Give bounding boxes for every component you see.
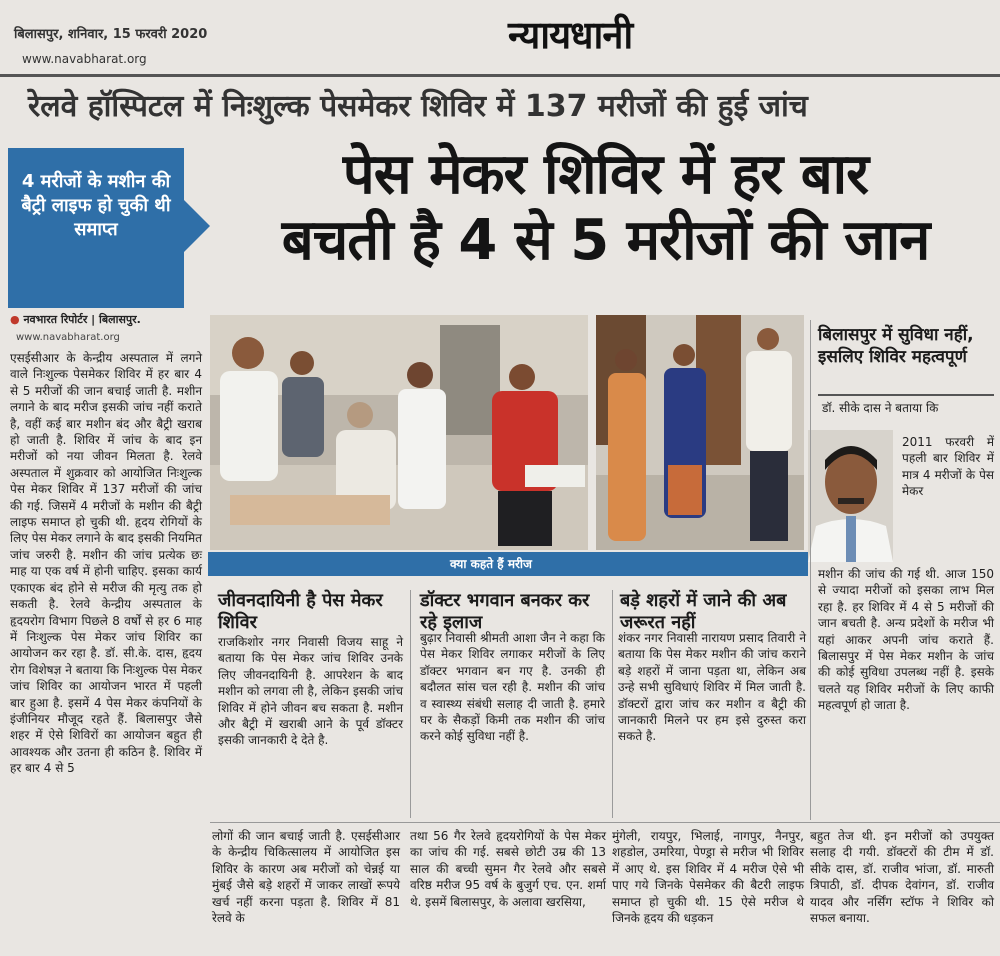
sidebar-lead: डॉ. सीके दास ने बताया कि bbox=[822, 401, 939, 415]
patient-quote-text-2: बुढ़ार निवासी श्रीमती आशा जैन ने कहा कि पेस मेकर शिविर लगाकर मरीजों के लिए डॉक्टर भगवान बन गए है. उनकी ही बदौलत सांस चल रही है. मशीन की जांच व स्वास्थ्य संबंधी सलाह दी जाती है. हमारे घर के सैकड़ों किमी तक मशीन की जांच करने कोई सुविधा नहीं है. bbox=[420, 631, 605, 744]
section-name: न्यायधानी bbox=[508, 13, 633, 57]
photo-doctors-illustration bbox=[210, 315, 588, 550]
kicker-headline: रेलवे हॉस्पिटल में निःशुल्क पेसमेकर शिविर में 137 मरीजों की हुई जांच bbox=[28, 89, 808, 124]
doctor-portrait-illustration bbox=[808, 430, 893, 562]
patient-quote-text-3: शंकर नगर निवासी नारायण प्रसाद तिवारी ने बताया कि पेस मेकर मशीन की जांच कराने बड़े शहरों में जाना पड़ता था, लेकिन अब उन्हे सभी सुविधाएं शिविर में मिल जाती है. डॉक्टरों द्वारा जांच कर मशीन व बैट्री की जानकारी मिलने पर हम इसे दुरुस्त करा सकते है. bbox=[618, 631, 806, 744]
article-continuation-4: बहुत तेज थी. इन मरीजों को उपयुक्त सलाह दी गयी. डॉक्टरों की टीम में डॉ. सीके दास, डॉ. राजीव भांजा, डॉ. मारुती त्रिपाठी, डॉ. दीपक देवांगन, डॉ. राजीव यादव और नर्सिंग स्टॉफ ने शिविर को सफल बनाया. bbox=[810, 829, 994, 926]
column-divider bbox=[612, 590, 613, 818]
callout-arrow bbox=[184, 200, 210, 252]
article-continuation-1: लोगों की जान बचाई जाती है. एसईसीआर के केन्द्रीय चिकित्सालय में आयोजित इस शिविर के कारण अब मरीजों को चेन्नई या मुंबई जैसे बड़े शहरों में जाकर लाखों रूपये खर्च नहीं करना पड़ता है. शिविर में 81 रेलवे के bbox=[212, 829, 400, 926]
column-divider bbox=[810, 320, 811, 820]
bullet-icon: ● bbox=[10, 313, 24, 326]
sidebar-heading: बिलासपुर में सुविधा नहीं, इसलिए शिविर महत्वपूर्ण bbox=[818, 325, 974, 367]
article-continuation-3: मुंगेली, रायपुर, भिलाई, नागपुर, नैनपुर, शहडोल, उमरिया, पेण्ड्रा से मरीज भी शिविर में आए थे. इस शिविर में 4 मरीज ऐसे भी पाए गये जिनके पेसमेकर की बैटरी लाइफ समाप्त हो चुकी थी. 15 ऐसे मरीज थे जिनके हृदय की धड़कन bbox=[612, 829, 804, 926]
reporter-text: नवभारत रिपोर्टर | बिलासपुर. bbox=[23, 313, 141, 326]
sidebar-rule bbox=[818, 394, 994, 396]
patient-quote-text-1: राजकिशोर नगर निवासी विजय साहू ने बताया कि पेस मेकर जांच शिविर उनके लिए जीवनदायिनी है. आपरेशन के बाद मशीन को लगवा ली है, लेकिन इसकी जांच शिविर में होने जीवन बच सकता है. मशीन और बैट्री में खराबी आने के पूर्व डॉक्टर इसकी जानकारी दे देते है. bbox=[218, 635, 403, 748]
patient-quote-heading-2: डॉक्टर भगवान बनकर कर रहे इलाज bbox=[420, 590, 590, 633]
column-divider bbox=[410, 590, 411, 818]
article-continuation-2: तथा 56 गैर रेलवे हृदयरोगियों के पेस मेकर का जांच की गई. सबसे छोटी उम्र की 13 साल की बच्ची सुमन गैर रेलवे और सबसे वरिष्ठ मरीज 95 वर्ष के बुजुर्ग एच. एन. शर्मा थे. इसमें बिलासपुर, के अलावा खरसिया, bbox=[410, 829, 606, 909]
reporter-website: www.navabharat.org bbox=[16, 332, 120, 343]
article-body-left: एसईसीआर के केन्द्रीय अस्पताल में लगने वाले निःशुल्क पेसमेकर शिविर में हर बार 4 से 5 मरीजों की जान बचाई जाती है. मशीन लगाने के बाद मरीज इसकी जांच नहीं कराते है, वहीं कई बार मशीन बंद और बैट्री खराब हो जाती है. शिविर में जांच के बाद इन मरीजों को नया जीवन मिलता है. रेलवे अस्पताल में शुक्रवार को आयोजित निःशुल्क पेस मेकर शिविर में 137 मरीजों की जांच की गई. जिसमें 4 मरीजों के मशीन की बैट्री लाइफ समाप्त हो चुकी थी. हृदय रोगियों के लिए पेस मेकर लगाने के बाद इसकी नियमित जांच जरुरी है. मशीन की जांच प्रत्येक छः माह या एक वर्ष में होनी चाहिए. इसका कार्य एकाएक बंद होने से मरीज की मृत्यु तक हो सकती है. रेलवे केन्द्रीय अस्पताल के हृदयरोग विभाग पिछले 8 वर्षों से हर 6 माह में निःशुल्क पेस मेकर जांच शिविर का आयोजन कर रहा है. डॉ. सी.के. दास, हृदय रोग विशेषज्ञ ने बताया कि निःशुल्क पेस मेकर जांच शिविर का आयोजन भारत में पहली बार हुआ है. इसमें 4 पेस मेकर कंपनियों के इंजीनियर मौजूद रहते हैं. बिलासपुर जैसे शहर में ऐसे शिविरों का आयोजन बहुत ही आवश्यक और उतना ही कठिन है. शिविर में हर बार 4 से 5 bbox=[10, 351, 202, 776]
photo-patients-illustration bbox=[596, 315, 804, 550]
bottom-rule bbox=[210, 822, 1000, 823]
sidebar-body: मशीन की जांच की गई थी. आज 150 से ज्यादा मरीजों को इसका लाभ मिल रहा है. हर शिविर में 4 से 5 मरीजों की जान बचती है. अन्य प्रदेशों के मरीज भी यहां आकर अपनी जांच कराते हैं. बिलासपुर में पेस मेकर मशीन के जांच की कोई सुविधा उपलब्ध नहीं है. इसके चलते यह शिविर मरीजों के लिए काफी महत्वपूर्ण हो जाता है. bbox=[818, 567, 994, 713]
callout-box: 4 मरीजों के मशीन की बैट्री लाइफ हो चुकी थी समाप्त bbox=[8, 148, 184, 308]
photo-doctors-camp bbox=[210, 315, 588, 550]
photo-patients bbox=[596, 315, 804, 550]
photo-doctor-portrait bbox=[808, 430, 893, 562]
sidebar-narrow-text: 2011 फरवरी में पहली बार शिविर में मात्र 4 मरीजों के पेस मेकर bbox=[902, 435, 994, 499]
main-headline bbox=[218, 142, 993, 274]
headline-line-2: बचती है 4 से 5 मरीजों की जान bbox=[281, 208, 930, 273]
patients-banner-label: क्या कहते हैं मरीज bbox=[450, 557, 532, 571]
patient-quote-heading-3: बड़े शहरों में जाने की अब जरूरत नहीं bbox=[620, 590, 787, 633]
dateline: बिलासपुर, शनिवार, 15 फरवरी 2020 bbox=[14, 27, 208, 42]
website-url: www.navabharat.org bbox=[22, 52, 147, 66]
masthead-rule bbox=[0, 74, 1000, 77]
reporter-byline bbox=[10, 312, 141, 327]
headline-line-1: पेस मेकर शिविर में हर बार bbox=[342, 142, 869, 207]
patient-quote-heading-1: जीवनदायिनी है पेस मेकर शिविर bbox=[218, 590, 383, 633]
